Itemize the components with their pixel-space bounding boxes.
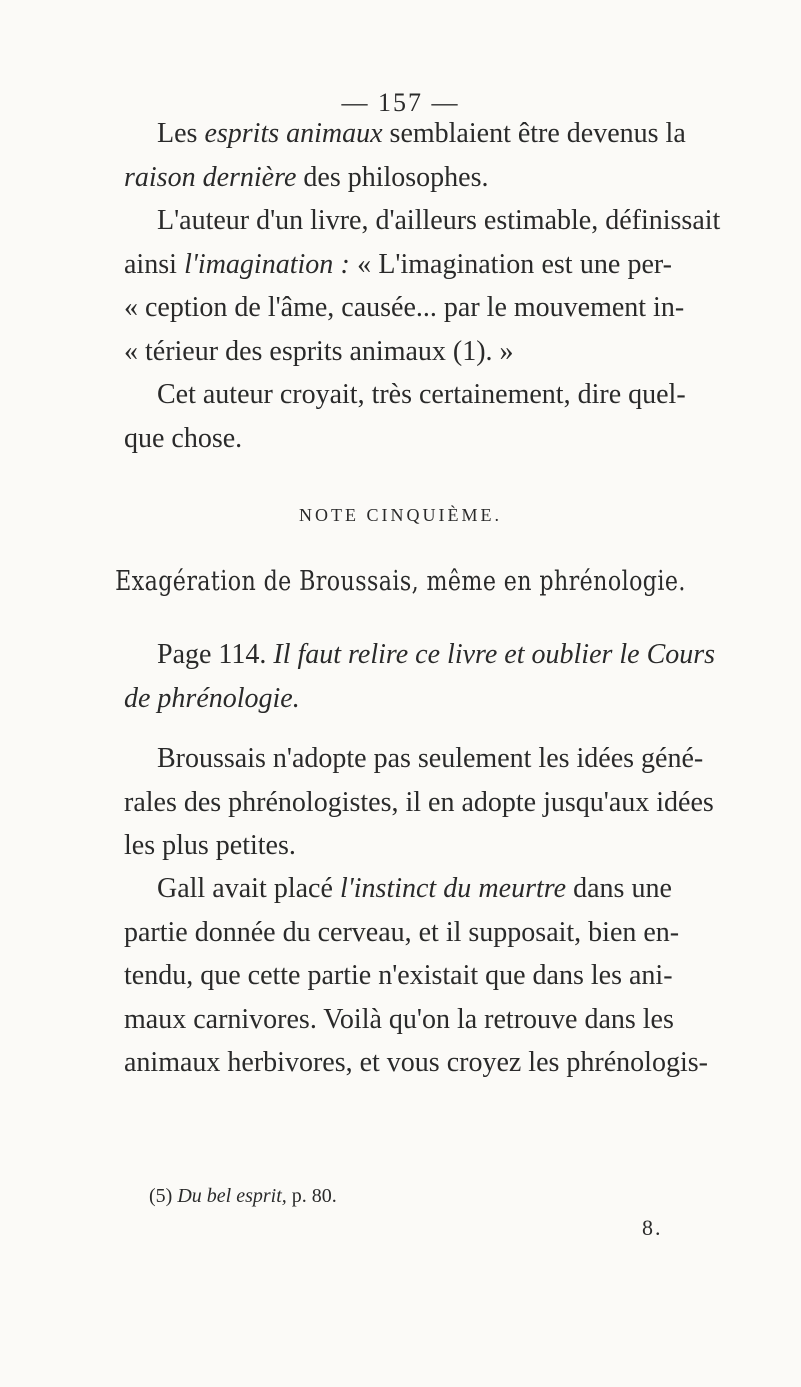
- signature-mark: 8.: [642, 1215, 663, 1240]
- text-line: maux carnivores. Voilà qu'on la retrouve dans les: [124, 1003, 674, 1035]
- text-line: « ception de l'âme, causée... par le mouvement in-: [124, 292, 685, 323]
- paragraph-5: [124, 737, 714, 868]
- text-line: Page 114. Il faut relire ce livre et oublier le Cours: [157, 639, 716, 670]
- text-line: tendu, que cette partie n'existait que dans les ani-: [124, 960, 673, 991]
- text-line: « térieur des esprits animaux (1). »: [124, 335, 514, 367]
- text-line: animaux herbivores, et vous croyez les phrénologis-: [124, 1047, 708, 1078]
- text-line: Cet auteur croyait, très certainement, dire quel-: [157, 379, 686, 410]
- text-line: L'auteur d'un livre, d'ailleurs estimable, définissait: [157, 205, 721, 236]
- text-line: partie donnée du cerveau, et il supposait, bien en-: [124, 916, 680, 948]
- text-line: ainsi l'imagination : « L'imagination est une per-: [124, 248, 673, 280]
- text-line: les plus petites.: [124, 830, 296, 861]
- text-line: que chose.: [124, 422, 243, 454]
- text-line: Gall avait placé l'instinct du meurtre dans une: [157, 873, 672, 904]
- paragraph-4: [124, 633, 716, 720]
- paragraph-2: [124, 199, 721, 373]
- note-subtitle: Exagération de Broussais, même en phrénologie.: [115, 566, 686, 597]
- paragraph-1: [124, 112, 686, 199]
- paragraph-3: [124, 373, 686, 460]
- text-line: rales des phrénologistes, il en adopte jusqu'aux idées: [124, 786, 714, 818]
- footnote: (5) Du bel esprit, p. 80.: [149, 1185, 337, 1207]
- note-title: NOTE CINQUIÈME.: [299, 505, 502, 525]
- text-line: de phrénologie.: [124, 682, 300, 714]
- text-line: raison dernière des philosophes.: [124, 161, 489, 193]
- text-line: Broussais n'adopte pas seulement les idées géné-: [157, 743, 704, 774]
- text-line: Les esprits animaux semblaient être devenus la: [157, 118, 686, 149]
- paragraph-6: [124, 867, 708, 1085]
- page-number: — 157 —: [341, 88, 460, 117]
